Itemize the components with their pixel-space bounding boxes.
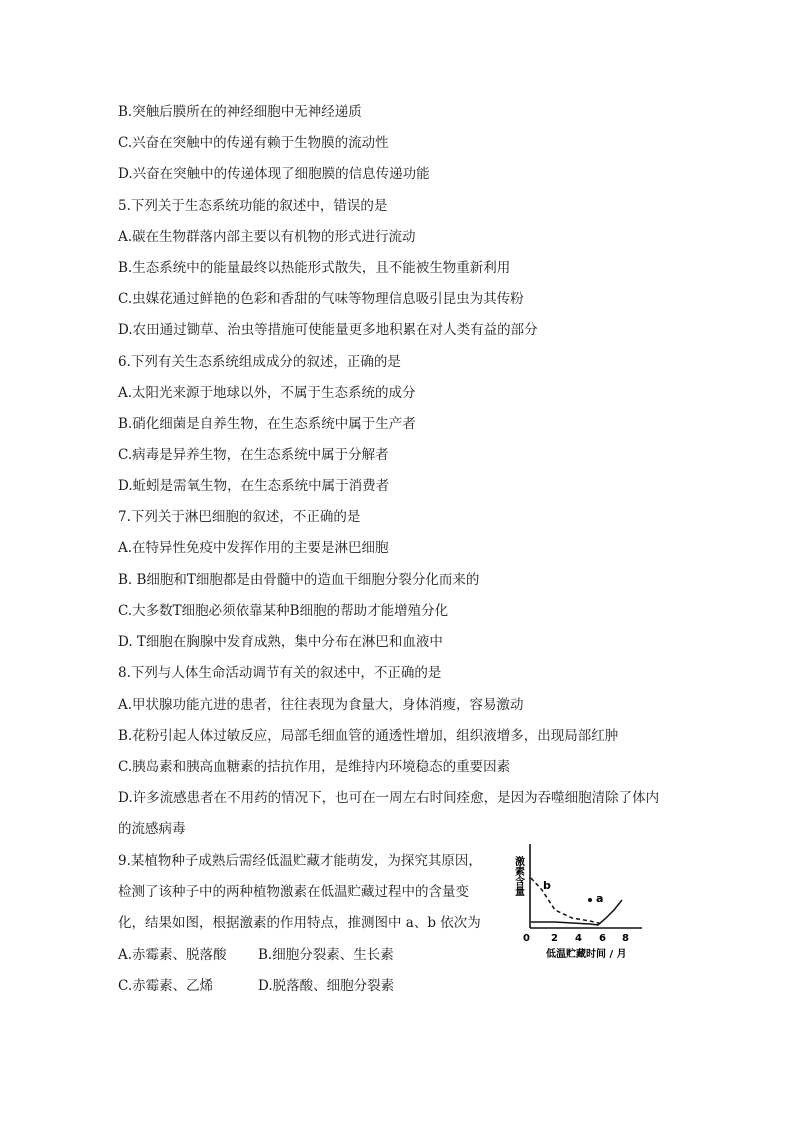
point-a	[588, 898, 592, 902]
text-line: B.花粉引起人体过敏反应，局部毛细血管的通透性增加，组织液增多，出现局部红肿	[118, 728, 619, 744]
text-line: B.突触后膜所在的神经细胞中无神经递质	[118, 104, 362, 120]
tick-0: 0	[523, 933, 530, 944]
text-line: D.许多流感患者在不用药的情况下，也可在一周左右时间痊愈，是因为吞噬细胞清除了体内	[118, 790, 660, 806]
text-line: D.兴奋在突触中的传递体现了细胞膜的信息传递功能	[118, 166, 430, 182]
text-line: 化，结果如图，根据激素的作用特点，推测图中 a、b 依次为	[118, 915, 481, 931]
text-line: C.病毒是异养生物，在生态系统中属于分解者	[118, 447, 389, 463]
text-line: D.农田通过锄草、治虫等措施可使能量更多地积累在对人类有益的部分	[118, 322, 538, 338]
text-line: 检测了该种子中的两种植物激素在低温贮藏过程中的含量变	[118, 884, 469, 900]
curve-b-label: b	[543, 879, 551, 892]
text-line: D. T细胞在胸腺中发育成熟，集中分布在淋巴和血液中	[118, 634, 443, 650]
q9-option-c: C.赤霉素、乙烯	[118, 978, 214, 994]
text-line: D.蚯蚓是需氧生物，在生态系统中属于消费者	[118, 478, 390, 494]
text-line: A.在特异性免疫中发挥作用的主要是淋巴细胞	[118, 540, 389, 556]
text-line: C.大多数T细胞必须依靠某种B细胞的帮助才能增殖分化	[118, 603, 449, 619]
text-line: 8.下列与人体生命活动调节有关的叙述中，不正确的是	[118, 665, 442, 681]
hormone-figure	[510, 838, 660, 966]
tick-2: 2	[551, 933, 558, 944]
curve-a-label: a	[596, 892, 604, 905]
curve-a	[531, 900, 622, 925]
text-line: 7.下列关于淋巴细胞的叙述，不正确的是	[118, 509, 361, 525]
q9-option-a: A.赤霉素、脱落酸	[118, 947, 227, 963]
text-line: C.胰岛素和胰高血糖素的拮抗作用，是维持内环境稳态的重要因素	[118, 759, 511, 775]
tick-8: 8	[622, 933, 629, 944]
q9-option-d: D.脱落酸、细胞分裂素	[258, 978, 395, 994]
text-line: 5.下列关于生态系统功能的叙述中，错误的是	[118, 198, 388, 214]
q9-option-b: B.细胞分裂素、生长素	[258, 947, 394, 963]
tick-6: 6	[599, 933, 606, 944]
text-line: 的流感病毒	[118, 821, 186, 837]
text-line: C.兴奋在突触中的传递有赖于生物膜的流动性	[118, 135, 389, 151]
text-line: A.碳在生物群落内部主要以有机物的形式进行流动	[118, 229, 416, 245]
text-line: 6.下列有关生态系统组成成分的叙述，正确的是	[118, 354, 401, 370]
tick-4: 4	[575, 933, 582, 944]
text-line: B. B细胞和T细胞都是由骨髓中的造血干细胞分裂分化而来的	[118, 572, 480, 588]
x-axis-label: 低温贮藏时间 / 月	[546, 949, 627, 960]
text-line: A.太阳光来源于地球以外，不属于生态系统的成分	[118, 385, 416, 401]
y-axis-label: 激素含量	[512, 856, 524, 896]
text-line: A.甲状腺功能亢进的患者，往往表现为食量大，身体消瘦，容易激动	[118, 697, 524, 713]
text-line: B.硝化细菌是自养生物，在生态系统中属于生产者	[118, 416, 416, 432]
text-line: 9.某植物种子成熟后需经低温贮藏才能萌发，为探究其原因，	[118, 853, 482, 869]
text-line: C.虫媒花通过鲜艳的色彩和香甜的气味等物理信息吸引昆虫为其传粉	[118, 291, 524, 307]
text-line: B.生态系统中的能量最终以热能形式散失，且不能被生物重新利用	[118, 260, 511, 276]
